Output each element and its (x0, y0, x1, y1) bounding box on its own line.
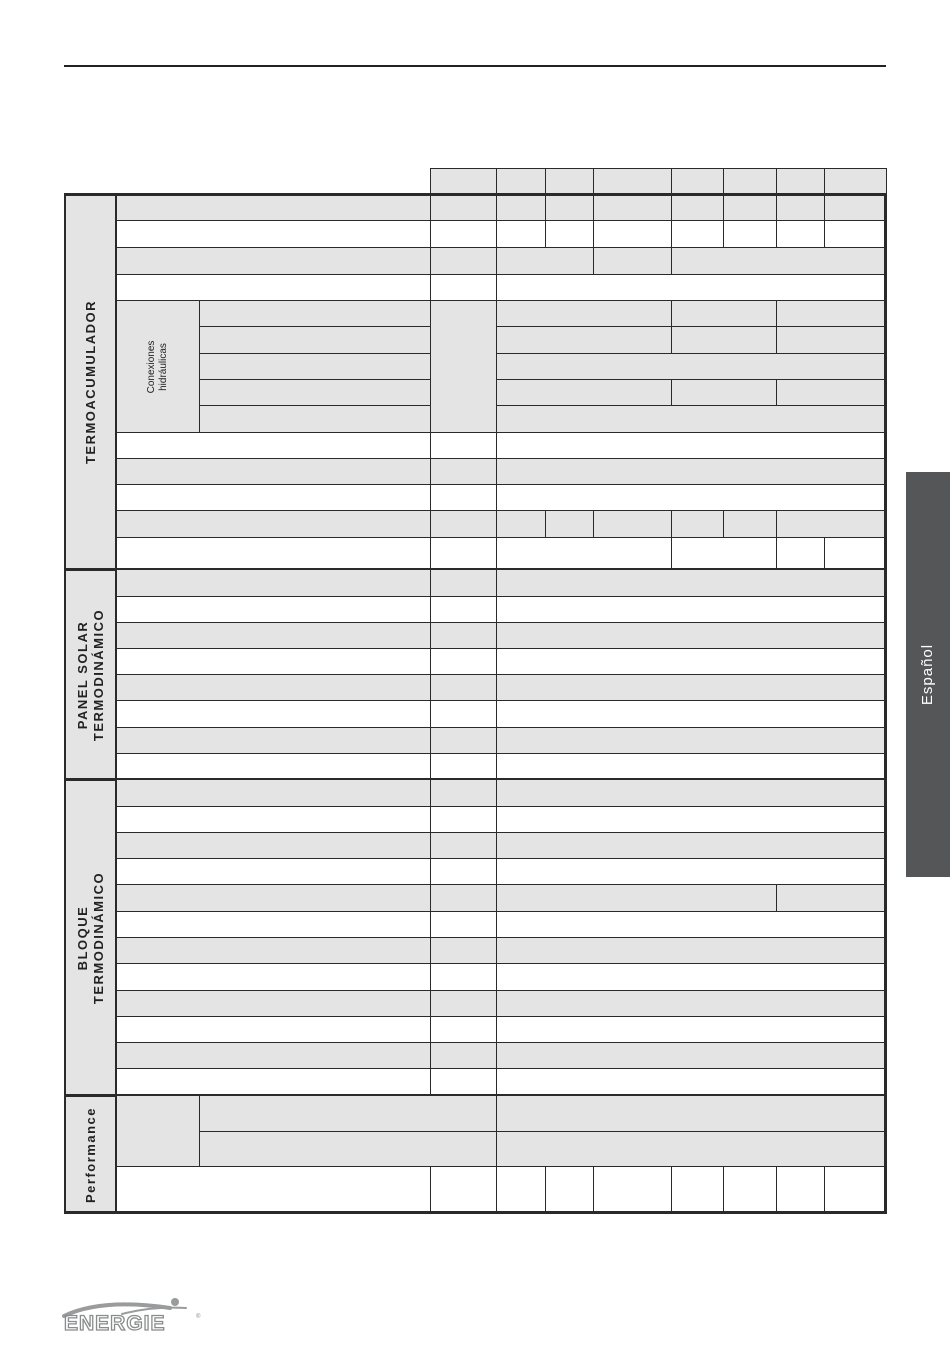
row-label-cell (116, 648, 431, 675)
value-cell (545, 1166, 594, 1214)
row-label-cell (116, 510, 431, 538)
unit-cell (430, 484, 497, 511)
unit-cell (430, 753, 497, 780)
value-cell (776, 537, 825, 570)
value-cell (496, 622, 887, 649)
value-cell (671, 510, 724, 538)
unit-cell (430, 648, 497, 675)
unit-cell (430, 274, 497, 301)
row-label-cell (116, 832, 431, 859)
value-cell (593, 1166, 672, 1214)
value-cell (496, 274, 887, 301)
value-cell (776, 1166, 825, 1214)
unit-cell (430, 884, 497, 912)
value-cell (496, 911, 887, 938)
unit-cell (430, 194, 497, 221)
section-label-termoacumulador: TERMOACUMULADOR (82, 299, 98, 465)
value-cell (496, 484, 887, 511)
value-cell (776, 220, 825, 248)
section-performance (64, 1095, 117, 1214)
unit-cell (430, 700, 497, 728)
value-cell (671, 300, 777, 327)
value-cell (496, 1042, 887, 1069)
header-cell (545, 168, 594, 195)
row-label-cell (116, 963, 431, 991)
row-label-cell (116, 622, 431, 649)
section-label-panel-solar: PANEL SOLAR TERMODINÁMICO (74, 608, 106, 741)
value-cell (723, 1166, 777, 1214)
value-cell (776, 884, 887, 912)
row-label-cell (116, 884, 431, 912)
unit-cell (430, 832, 497, 859)
value-cell (671, 194, 724, 221)
unit-cell (430, 1166, 497, 1214)
sub-label-cell (199, 326, 431, 354)
row-label-cell (199, 1095, 497, 1132)
value-cell (496, 779, 887, 807)
header-cell (824, 168, 887, 195)
language-tab[interactable] (906, 472, 950, 877)
value-cell (671, 1166, 724, 1214)
row-label-cell (116, 937, 431, 964)
value-cell (776, 379, 887, 406)
value-cell (545, 220, 594, 248)
value-cell (824, 194, 887, 221)
unit-cell (430, 1016, 497, 1043)
row-label-cell (116, 779, 431, 807)
value-cell (824, 220, 887, 248)
section-bloque (64, 779, 117, 1096)
value-cell (496, 1016, 887, 1043)
row-label-cell (116, 432, 431, 459)
value-cell (776, 326, 887, 354)
value-cell (593, 194, 672, 221)
value-cell (496, 194, 546, 221)
value-cell (671, 537, 777, 570)
unit-cell (430, 911, 497, 938)
header-cell (723, 168, 777, 195)
row-label-cell (116, 1042, 431, 1069)
unit-cell (430, 806, 497, 833)
section-separator (64, 1094, 886, 1096)
header-cell (496, 168, 546, 195)
row-label-cell (116, 537, 431, 570)
value-cell (723, 510, 777, 538)
value-cell (496, 300, 672, 327)
unit-cell (430, 963, 497, 991)
value-cell (723, 220, 777, 248)
value-cell (723, 194, 777, 221)
row-label-cell (116, 753, 431, 780)
value-cell (496, 1095, 887, 1132)
header-cell (593, 168, 672, 195)
value-cell (496, 220, 546, 248)
value-cell (496, 674, 887, 701)
section-separator (64, 568, 886, 570)
value-cell (496, 990, 887, 1017)
unit-cell (430, 727, 497, 754)
value-cell (496, 963, 887, 991)
section-separator (64, 193, 886, 195)
unit-cell (430, 1042, 497, 1069)
logo-registered-mark: ® (196, 1314, 201, 1320)
value-cell (496, 1166, 546, 1214)
value-cell (496, 727, 887, 754)
row-label-cell (116, 1068, 431, 1096)
row-label-cell (199, 1131, 497, 1167)
header-cell (671, 168, 724, 195)
value-cell (496, 326, 672, 354)
unit-cell (430, 1068, 497, 1096)
value-cell (496, 432, 887, 459)
value-cell (776, 194, 825, 221)
row-label-cell (116, 911, 431, 938)
row-label-cell (116, 674, 431, 701)
language-tab-label: Español (919, 643, 937, 706)
unit-cell (430, 622, 497, 649)
value-cell (496, 353, 887, 380)
value-cell (776, 510, 887, 538)
value-cell (496, 537, 672, 570)
value-cell (496, 569, 887, 597)
value-cell (496, 1131, 887, 1167)
value-cell (671, 247, 887, 275)
row-label-cell (116, 1016, 431, 1043)
value-cell (496, 884, 777, 912)
value-cell (776, 300, 887, 327)
value-cell (824, 1166, 887, 1214)
unit-cell (430, 510, 497, 538)
value-cell (593, 247, 672, 275)
header-cell (430, 168, 497, 195)
value-cell (593, 220, 672, 248)
value-cell (593, 510, 672, 538)
row-label-cell (116, 596, 431, 623)
value-cell (496, 858, 887, 885)
value-cell (496, 405, 887, 433)
sub-label-cell (199, 405, 431, 433)
value-cell (496, 596, 887, 623)
value-cell (671, 379, 777, 406)
value-cell (496, 379, 672, 406)
unit-cell (430, 990, 497, 1017)
unit-cell (430, 858, 497, 885)
value-cell (545, 194, 594, 221)
row-label-cell (116, 858, 431, 885)
conexiones-label: Conexiones hidráulicas (146, 340, 169, 393)
value-cell (824, 537, 887, 570)
unit-cell (430, 596, 497, 623)
section-label-bloque: BLOQUE TERMODINÁMICO (74, 871, 106, 1004)
row-label-cell (116, 220, 431, 248)
unit-cell (430, 247, 497, 275)
conexiones-label-cell (116, 300, 200, 433)
row-label-cell (116, 247, 431, 275)
row-label-cell (116, 700, 431, 728)
performance-sub-cell (116, 1095, 200, 1167)
section-panel-solar (64, 569, 117, 780)
value-cell (496, 1068, 887, 1096)
row-label-cell (116, 1166, 431, 1214)
row-label-cell (116, 727, 431, 754)
unit-cell (430, 537, 497, 570)
value-cell (496, 510, 546, 538)
section-label-performance: Performance (82, 1106, 98, 1203)
sub-label-cell (199, 379, 431, 406)
section-termoacumulador (64, 194, 117, 570)
sub-label-cell (199, 300, 431, 327)
value-cell (671, 220, 724, 248)
unit-cell (430, 458, 497, 485)
unit-cell (430, 300, 497, 433)
sub-label-cell (199, 353, 431, 380)
unit-cell (430, 432, 497, 459)
unit-cell (430, 779, 497, 807)
value-cell (671, 326, 777, 354)
row-label-cell (116, 990, 431, 1017)
header-cell (776, 168, 825, 195)
value-cell (496, 648, 887, 675)
unit-cell (430, 569, 497, 597)
unit-cell (430, 674, 497, 701)
value-cell (496, 700, 887, 728)
value-cell (496, 458, 887, 485)
section-separator (64, 778, 886, 780)
logo-wordmark: ENERGIE (64, 1312, 166, 1335)
row-label-cell (116, 806, 431, 833)
value-cell (496, 832, 887, 859)
value-cell (496, 753, 887, 780)
value-cell (496, 806, 887, 833)
value-cell (545, 510, 594, 538)
row-label-cell (116, 484, 431, 511)
row-label-cell (116, 458, 431, 485)
row-label-cell (116, 569, 431, 597)
row-label-cell (116, 274, 431, 301)
row-label-cell (116, 194, 431, 221)
unit-cell (430, 220, 497, 248)
value-cell (496, 937, 887, 964)
unit-cell (430, 937, 497, 964)
value-cell (496, 247, 594, 275)
energie-logo (62, 1296, 204, 1336)
